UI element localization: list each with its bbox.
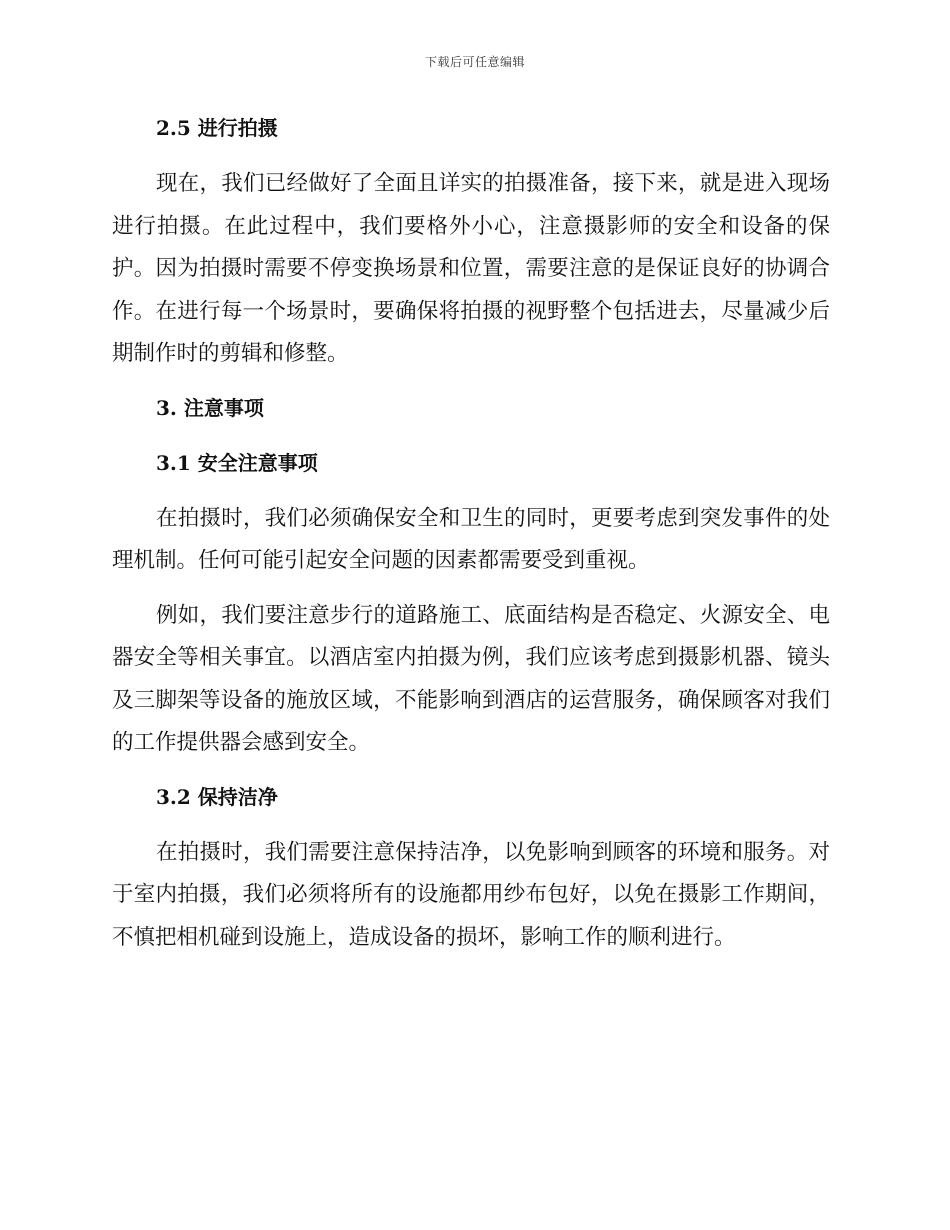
section-heading-2-5: 2.5 进行拍摄	[156, 116, 278, 140]
section-heading-3-1: 3.1 安全注意事项	[156, 450, 318, 475]
paragraph-safety-intro: 在拍摄时，我们必须确保安全和卫生的同时，更要考虑到突发事件的处理机制。任何可能引起安全问题的因素都需要受到重视。	[112, 505, 830, 573]
section-heading-3-2: 3.2 保持洁净	[156, 784, 278, 809]
section-heading-3: 3. 注意事项	[156, 395, 264, 420]
paragraph-safety-example: 例如，我们要注意步行的道路施工、底面结构是否稳定、火源安全、电器安全等相关事宜。以酒店室内拍摄为例，我们应该考虑到摄影机器、镜头及三脚架等设备的施放区域，不能影响到酒店的运营服务，确保顾客对我们的工作提供器会感到安全。	[112, 602, 830, 755]
paragraph-shooting: 现在，我们已经做好了全面且详实的拍摄准备，接下来，就是进入现场进行拍摄。在此过程中，我们要格外小心，注意摄影师的安全和设备的保护。因为拍摄时需要不停变换场景和位置，需要注意的是保证良好的协调合作。在进行每一个场景时，要确保将拍摄的视野整个包括进去，尽量减少后期制作时的剪辑和修整。	[112, 171, 830, 366]
header-note: 下载后可任意编辑	[424, 55, 525, 69]
document-body	[112, 108, 830, 971]
paragraph-cleanliness: 在拍摄时，我们需要注意保持洁净，以免影响到顾客的环境和服务。对于室内拍摄，我们必须将所有的设施都用纱布包好，以免在摄影工作期间，不慎把相机碰到设施上，造成设备的损坏，影响工作的顺利进行。	[112, 839, 830, 950]
